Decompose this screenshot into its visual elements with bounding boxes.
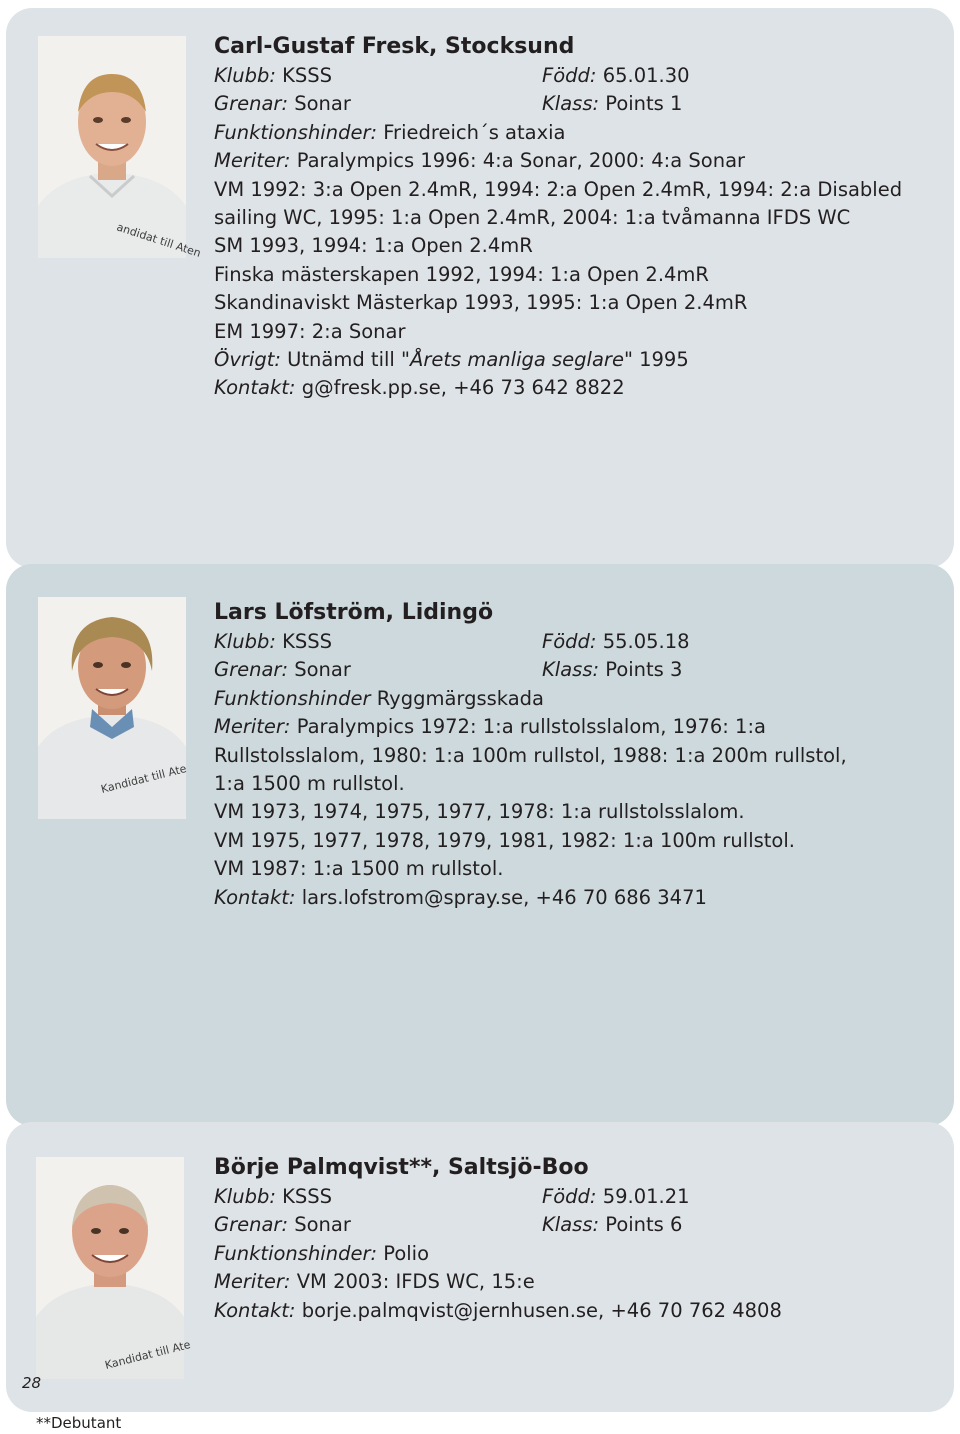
meriter-label: Meriter: [214,149,291,173]
grenar-label: Grenar: [214,658,289,682]
athlete-photo-fresk [38,36,203,260]
athlete-name: Börje Palmqvist**, Saltsjö-Boo [214,1155,589,1180]
meriter-line: EM 1997: 2:a Sonar [214,319,406,343]
grenar-value: Sonar [294,92,351,116]
ovrigt-text: Utnämd till [287,348,402,372]
kontakt-value[interactable]: borje.palmqvist@jernhusen.se, +46 70 762 4808 [301,1298,782,1322]
klass-value: Points 6 [605,1213,683,1237]
page-number: 28 [22,1374,42,1392]
meriter-line: SM 1993, 1994: 1:a Open 2.4mR [214,234,533,258]
fodd-label: Född: [542,630,597,653]
fodd-label: Född: [542,64,597,87]
meriter-label: Meriter: [214,1270,291,1294]
athlete-photo-lofstrom [38,597,186,819]
grenar-label: Grenar: [214,1213,289,1237]
grenar-value: Sonar [294,1213,351,1237]
ovrigt-year: 1995 [632,348,689,372]
meriter-line: 1:a 1500 m rullstol. [214,772,405,796]
meriter-value: VM 2003: IFDS WC, 15:e [296,1270,535,1294]
meriter-line: VM 1975, 1977, 1978, 1979, 1981, 1982: 1:a 100m rullstol. [214,828,795,852]
funktionshinder-label: Funktionshinder: [214,120,378,144]
klubb-label: Klubb: [214,64,276,87]
meriter-line: Skandinaviskt Mästerkap 1993, 1995: 1:a Open 2.4mR [214,291,748,315]
kontakt-value[interactable]: g@fresk.pp.se, +46 73 642 8822 [301,376,625,400]
grenar-label: Grenar: [214,92,289,116]
klass-value: Points 3 [605,658,683,682]
klubb-value: KSSS [282,1185,333,1208]
kontakt-label: Kontakt: [214,1298,296,1322]
klass-label: Klass: [542,92,600,116]
kontakt-label: Kontakt: [214,885,296,909]
kontakt-value[interactable]: lars.lofstrom@spray.se, +46 70 686 3471 [301,885,707,909]
fodd-value: 59.01.21 [602,1185,690,1208]
kontakt-label: Kontakt: [214,376,296,400]
athlete-info-lofstrom [214,598,914,912]
athlete-info-fresk [214,32,914,403]
klubb-value: KSSS [282,64,333,87]
funktionshinder-value: Polio [383,1241,430,1265]
klass-label: Klass: [542,1213,600,1237]
funktionshinder-value: Ryggmärgsskada [376,686,545,710]
athlete-photo-palmqvist [36,1157,192,1379]
fodd-label: Född: [542,1185,597,1208]
svg-text:Kandidat till Ate: Kandidat till Ate [103,1338,192,1372]
fodd-value: 55.05.18 [602,630,690,653]
funktionshinder-value: Friedreich´s ataxia [383,120,566,144]
meriter-line: sailing WC, 1995: 1:a Open 2.4mR, 2004: 1:a tvåmanna IFDS WC [214,206,851,230]
klass-value: Points 1 [605,92,683,116]
athlete-name: Lars Löfström, Lidingö [214,600,494,625]
footnote: **Debutant [36,1414,122,1432]
funktionshinder-label: Funktionshinder: [214,1241,378,1265]
ovrigt-title: "Årets manliga seglare" [401,348,633,372]
svg-text:Kandidat till Ate: Kandidat till Ate [99,762,188,796]
meriter-line: Finska mästerskapen 1992, 1994: 1:a Open 2.4mR [214,262,709,286]
athlete-name: Carl-Gustaf Fresk, Stocksund [214,34,575,59]
klass-label: Klass: [542,658,600,682]
meriter-line: Paralympics 1996: 4:a Sonar, 2000: 4:a Sonar [296,149,746,173]
meriter-label: Meriter: [214,715,291,739]
ovrigt-label: Övrigt: [214,348,281,372]
meriter-line: Paralympics 1972: 1:a rullstolsslalom, 1976: 1:a [296,715,766,739]
klubb-label: Klubb: [214,630,276,653]
svg-text:andidat till Aten: andidat till Aten [115,220,203,260]
fodd-value: 65.01.30 [602,64,690,87]
meriter-line: VM 1992: 3:a Open 2.4mR, 1994: 2:a Open 2.4mR, 1994: 2:a Disabled [214,177,903,201]
klubb-value: KSSS [282,630,333,653]
meriter-line: VM 1973, 1974, 1975, 1977, 1978: 1:a rullstolsslalom. [214,800,745,824]
funktionshinder-label: Funktionshinder [214,686,371,710]
athlete-info-palmqvist [214,1153,914,1325]
meriter-line: Rullstolsslalom, 1980: 1:a 100m rullstol, 1988: 1:a 200m rullstol, [214,743,847,767]
meriter-line: VM 1987: 1:a 1500 m rullstol. [214,857,504,881]
klubb-label: Klubb: [214,1185,276,1208]
grenar-value: Sonar [294,658,351,682]
